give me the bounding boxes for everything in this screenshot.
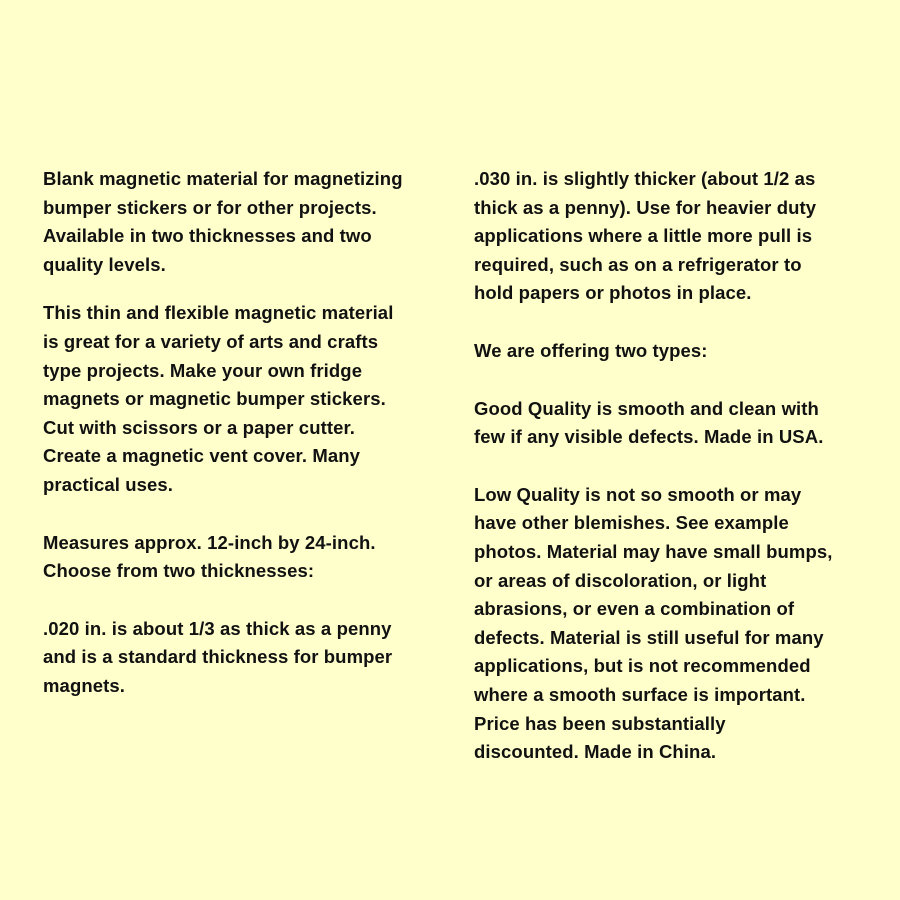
text-line: or areas of discoloration, or light — [474, 569, 767, 591]
types-intro-paragraph — [474, 337, 874, 366]
text-line: practical uses. — [43, 473, 174, 495]
text-line: Low Quality is not so smooth or may — [474, 483, 802, 505]
text-line: abrasions, or even a combination of — [474, 598, 795, 620]
text-line: where a smooth surface is important. — [474, 683, 806, 705]
thin-option-paragraph — [43, 615, 443, 701]
text-line: magnets or magnetic bumper stickers. — [43, 388, 386, 410]
text-line: bumper stickers or for other projects. — [43, 196, 377, 218]
thick-option-paragraph — [474, 165, 874, 308]
text-line: quality levels. — [43, 253, 166, 275]
text-line: applications, but is not recommended — [474, 655, 811, 677]
text-line: photos. Material may have small bumps, — [474, 540, 833, 562]
good-quality-paragraph — [474, 395, 874, 452]
text-line: Price has been substantially — [474, 712, 726, 734]
text-line: Cut with scissors or a paper cutter. — [43, 416, 356, 438]
text-line: few if any visible defects. Made in USA. — [474, 426, 824, 448]
text-line: required, such as on a refrigerator to — [474, 253, 802, 275]
text-line: Available in two thicknesses and two — [43, 225, 372, 247]
text-line: .030 in. is slightly thicker (about 1/2 as — [474, 168, 816, 189]
text-line: thick as a penny). Use for heavier duty — [474, 196, 817, 218]
left-column — [43, 165, 443, 701]
text-line: magnets. — [43, 674, 126, 696]
right-column — [474, 165, 874, 767]
text-line: Create a magnetic vent cover. Many — [43, 445, 361, 467]
text-line: .020 in. is about 1/3 as thick as a penny — [43, 617, 392, 639]
text-line: Measures approx. 12-inch by 24-inch. — [43, 531, 376, 553]
text-line: This thin and flexible magnetic material — [43, 302, 394, 324]
text-line: Choose from two thicknesses: — [43, 560, 315, 582]
low-quality-paragraph — [474, 481, 874, 767]
text-line: have other blemishes. See example — [474, 512, 789, 534]
text-line: We are offering two types: — [474, 339, 708, 361]
description-paragraph — [43, 299, 443, 499]
text-line: applications where a little more pull is — [474, 225, 813, 247]
text-line: type projects. Make your own fridge — [43, 359, 363, 381]
text-line: discounted. Made in China. — [474, 741, 717, 763]
text-line: and is a standard thickness for bumper — [43, 646, 393, 668]
text-line: is great for a variety of arts and crafts — [43, 330, 379, 352]
text-line: Good Quality is smooth and clean with — [474, 397, 819, 419]
text-line: Blank magnetic material for magnetizing — [43, 168, 403, 189]
text-line: defects. Material is still useful for many — [474, 626, 824, 648]
text-line: hold papers or photos in place. — [474, 282, 752, 304]
measures-paragraph — [43, 529, 443, 586]
intro-paragraph — [43, 165, 443, 279]
